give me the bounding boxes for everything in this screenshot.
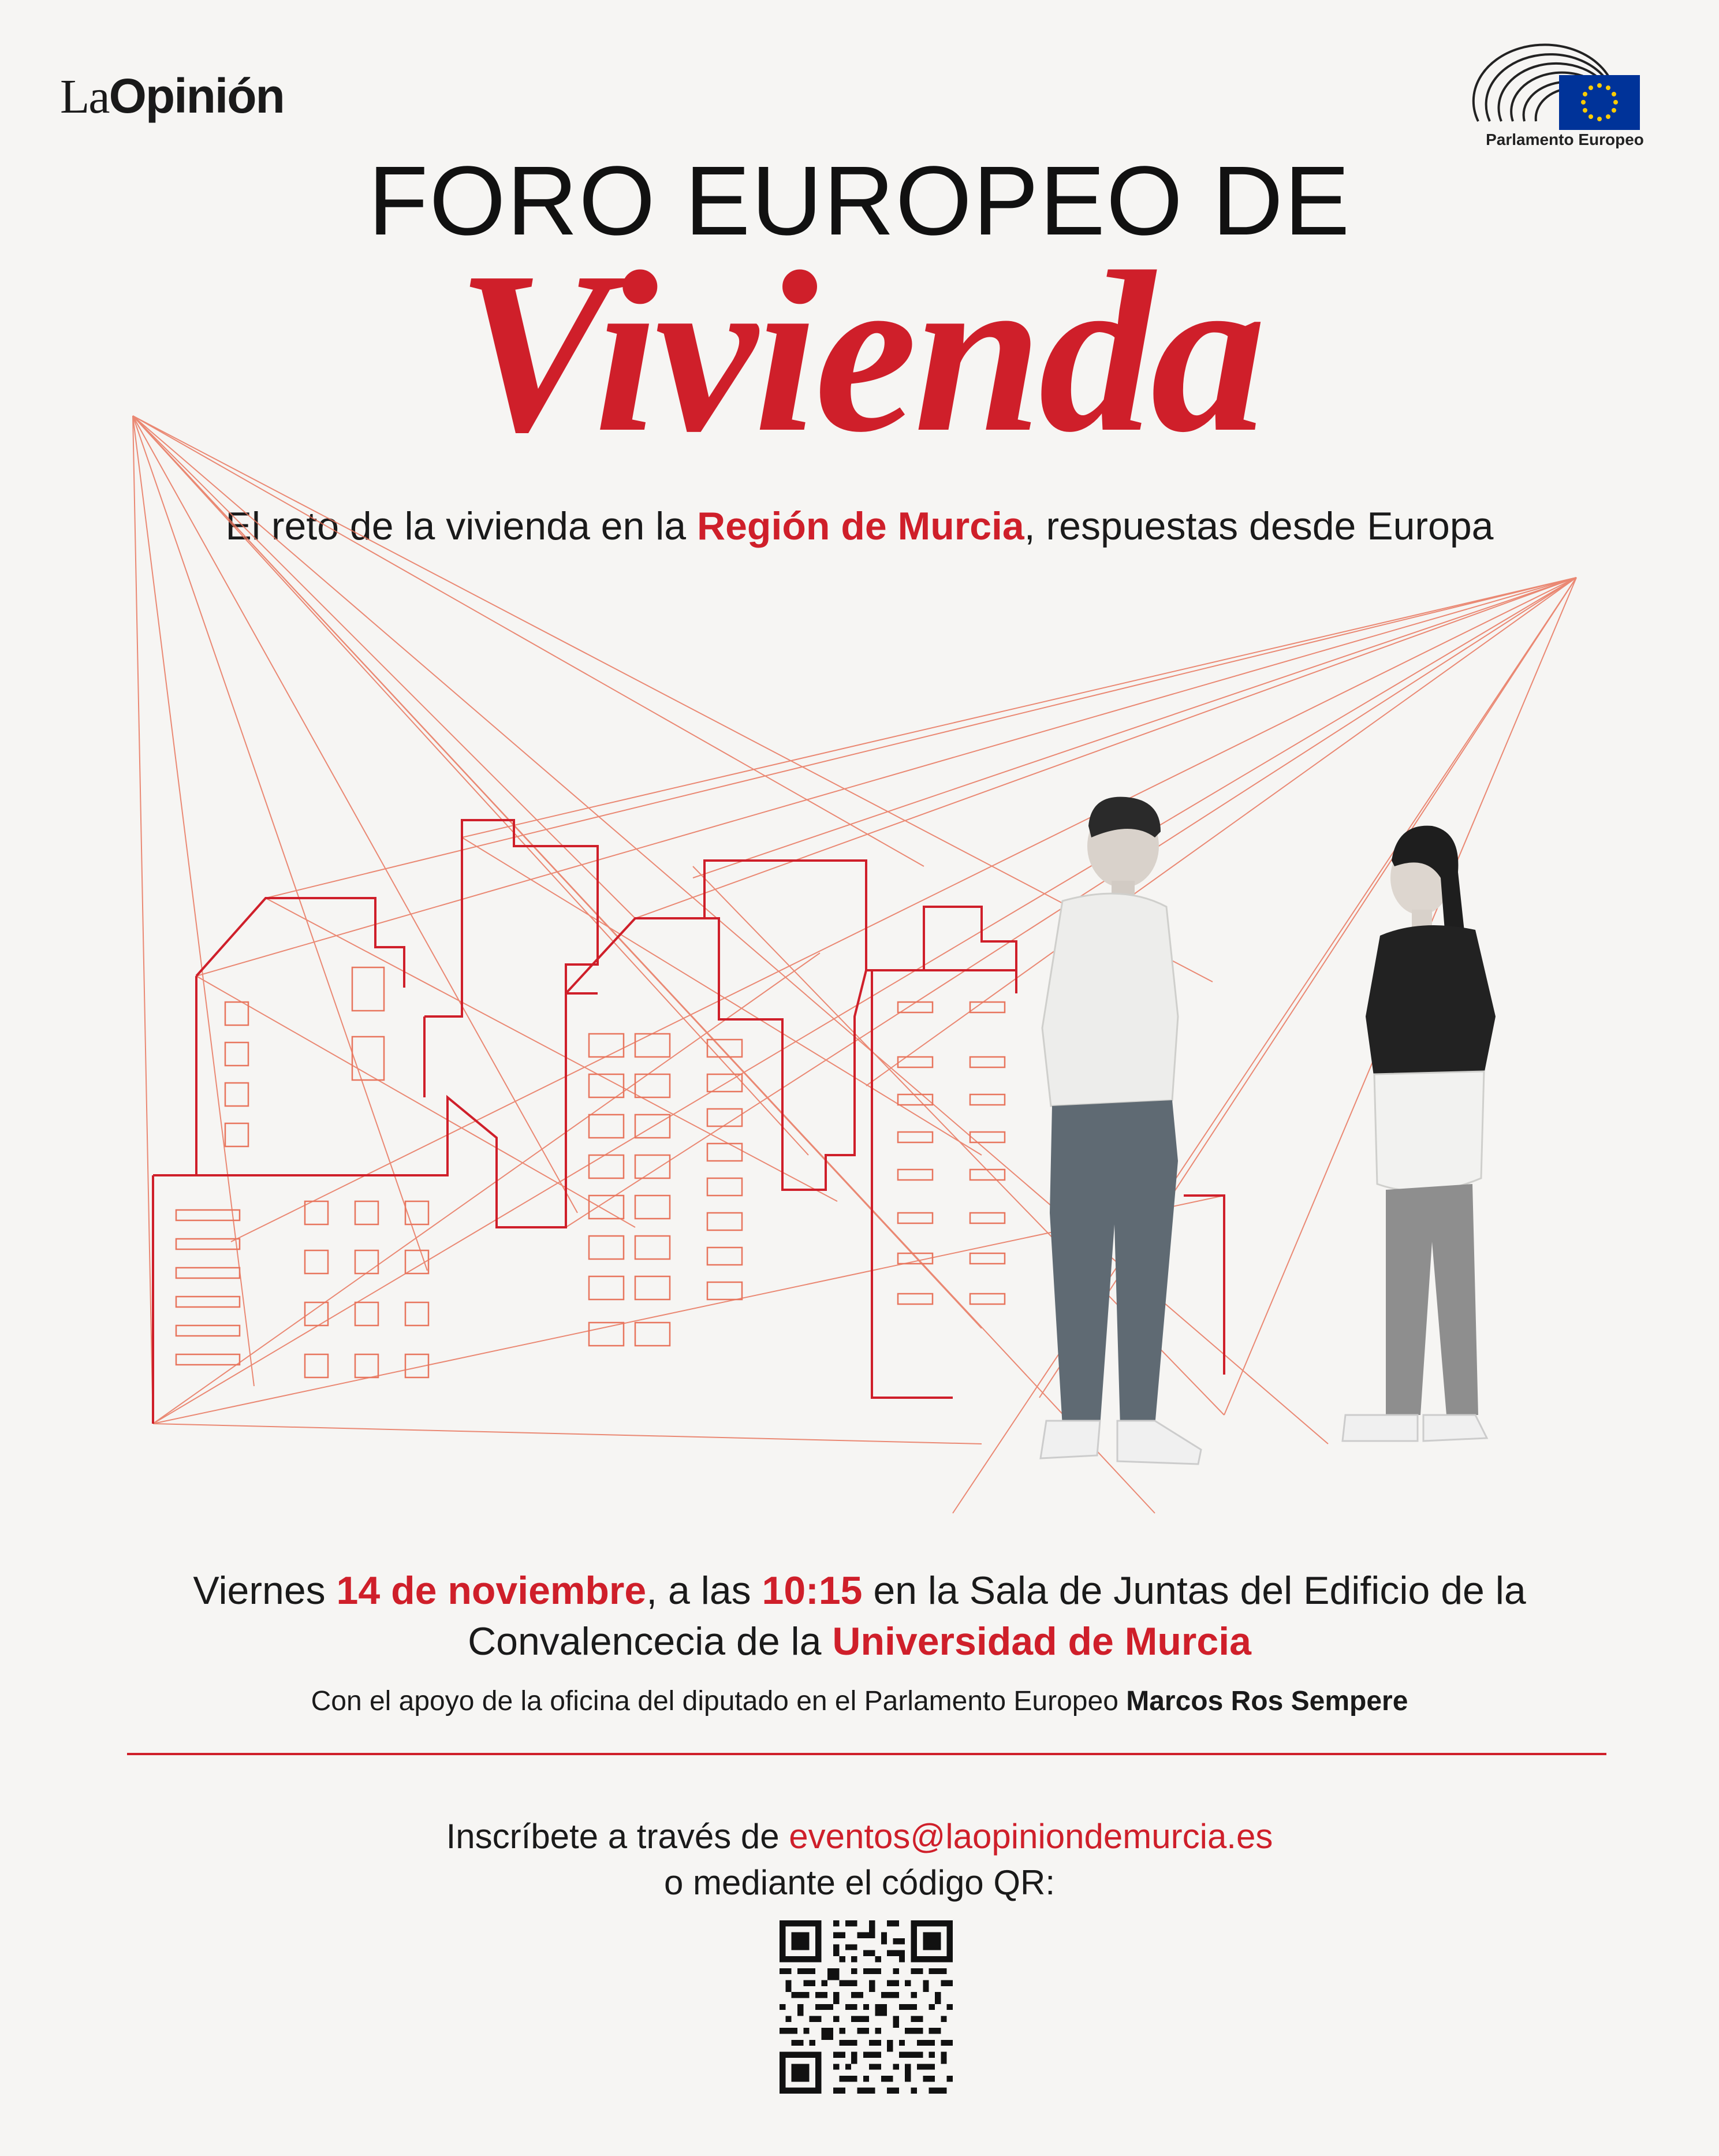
event-details: Viernes 14 de noviembre, a las 10:15 en la Sala de Juntas del Edificio de la Convalencecia de la Universidad de Murcia xyxy=(193,1569,1526,1663)
registration-info: Inscríbete a través de eventos@laopiniondemurcia.es o mediante el código QR: xyxy=(446,1817,1273,1902)
deputy-name: Marcos Ros Sempere xyxy=(1126,1686,1408,1716)
man-figure xyxy=(1041,797,1201,1464)
people-illustration xyxy=(0,404,1719,1531)
subtitle: El reto de la vivienda en la Región de Murcia, respuestas desde Europa xyxy=(225,504,1494,548)
support-note: Con el apoyo de la oficina del diputado en el Parlamento Europeo Marcos Ros Sempere xyxy=(311,1686,1408,1716)
registration-email-link[interactable]: eventos@laopiniondemurcia.es xyxy=(789,1817,1273,1856)
event-university: Universidad de Murcia xyxy=(832,1619,1251,1663)
eu-flag-icon xyxy=(1559,75,1640,130)
title-line-1: FORO EUROPEO DE xyxy=(368,146,1351,256)
divider xyxy=(127,1753,1606,1755)
parlamento-europeo-label: Parlamento Europeo xyxy=(1486,131,1644,148)
title-line-2: Vivienda xyxy=(456,224,1263,480)
subtitle-region: Región de Murcia xyxy=(697,504,1024,548)
event-date: 14 de noviembre xyxy=(336,1569,647,1613)
event-time: 10:15 xyxy=(762,1569,863,1613)
woman-figure xyxy=(1343,826,1496,1441)
la-opinion-logo: LaOpinión xyxy=(60,69,284,124)
qr-code-icon[interactable] xyxy=(780,1920,953,2094)
